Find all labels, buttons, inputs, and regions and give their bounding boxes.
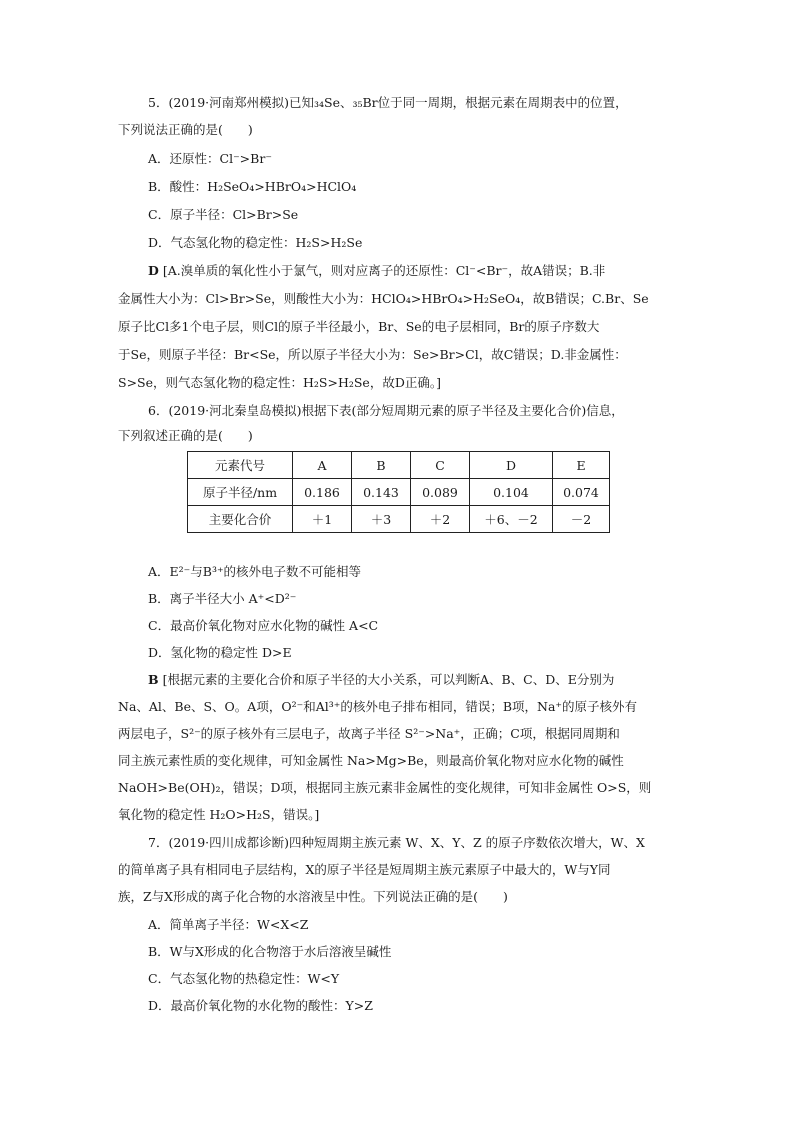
table-cell: ＋3	[352, 506, 411, 533]
q5-answer-letter: D	[148, 263, 159, 278]
q6-explanation-line4: 同主族元素性质的变化规律，可知金属性 Na>Mg>Be，则最高价氧化物对应水化物的碱性	[118, 753, 624, 768]
element-data-table	[187, 451, 610, 533]
q6-explanation-line6: 氧化物的稳定性 H₂O>H₂S，错误。]	[118, 807, 320, 822]
q7-option-a: A．简单离子半径：W<X<Z	[148, 917, 309, 932]
q7-option-d: D．最高价氧化物的水化物的酸性：Y>Z	[148, 998, 373, 1013]
q5-explanation-line5: S>Se，则气态氢化物的稳定性：H₂S>H₂Se，故D正确。]	[118, 375, 441, 390]
table-header-cell: D	[470, 452, 553, 479]
q5-option-d: D．气态氢化物的稳定性：H₂S>H₂Se	[148, 235, 363, 250]
table-header-cell: E	[553, 452, 610, 479]
q6-option-a: A．E²⁻与B³⁺的核外电子数不可能相等	[148, 564, 362, 579]
table-cell: ＋2	[411, 506, 470, 533]
table-cell: 主要化合价	[188, 506, 293, 533]
q5-stem-line1: 5．(2019·河南郑州模拟)已知₃₄Se、₃₅Br位于同一周期，根据元素在周期表中的位置，	[148, 95, 628, 110]
q6-explanation-line5: NaOH>Be(OH)₂，错误；D项，根据同主族元素非金属性的变化规律，可知非金属性 O>S，则	[118, 780, 652, 795]
q7-stem-line2: 的简单离子具有相同电子层结构，X的原子半径是短周期主族元素原子中最大的，W与Y同	[118, 862, 611, 877]
q7-option-b: B．W与X形成的化合物溶于水后溶液呈碱性	[148, 944, 392, 959]
table-cell: 0.143	[352, 479, 411, 506]
q6-option-d: D．氢化物的稳定性 D>E	[148, 645, 292, 660]
q6-stem-line2: 下列叙述正确的是( )	[118, 428, 253, 443]
table-cell: ＋6、－2	[470, 506, 553, 533]
table-header-cell: C	[411, 452, 470, 479]
q6-option-b: B．离子半径大小 A⁺<D²⁻	[148, 591, 297, 606]
q6-explanation-line2: Na、Al、Be、S、O。A项，O²⁻和Al³⁺的核外电子排布相同，错误；B项，Na⁺的原子核外有	[118, 699, 638, 714]
table-header-row	[188, 452, 610, 479]
table-header-cell: B	[352, 452, 411, 479]
q5-option-c: C．原子半径：Cl>Br>Se	[148, 207, 299, 222]
q6-answer-letter: B	[148, 672, 159, 687]
table-cell: －2	[553, 506, 610, 533]
q5-explanation-line4: 于Se，则原子半径：Br<Se，所以原子半径大小为：Se>Br>Cl，故C错误；D.非金属性：	[118, 347, 627, 362]
q5-option-a: A．还原性：Cl⁻>Br⁻	[148, 151, 272, 166]
q6-option-c: C．最高价氧化物对应水化物的碱性 A<C	[148, 618, 379, 633]
q5-stem-line2: 下列说法正确的是( )	[118, 122, 253, 137]
table-cell: 0.074	[553, 479, 610, 506]
q5-explanation-text: [A.溴单质的氧化性小于氯气，则对应离子的还原性：Cl⁻<Br⁻，故A错误；B.非	[162, 263, 606, 278]
table-header-cell: A	[293, 452, 352, 479]
q6-explanation-line1	[148, 671, 614, 689]
table-row	[188, 479, 610, 506]
q6-explanation-line3: 两层电子，S²⁻的原子核外有三层电子，故离子半径 S²⁻>Na⁺，正确；C项，根据同周期和	[118, 726, 620, 741]
table-cell: 原子半径/nm	[188, 479, 293, 506]
q5-explanation-line2: 金属性大小为：Cl>Br>Se，则酸性大小为：HClO₄>HBrO₄>H₂SeO₄，故B错误；C.Br、Se	[118, 291, 649, 306]
table-cell: ＋1	[293, 506, 352, 533]
q7-stem-line3: 族，Z与X形成的离子化合物的水溶液呈中性。下列说法正确的是( )	[118, 889, 508, 904]
q7-stem-line1: 7．(2019·四川成都诊断)四种短周期主族元素 W、X、Y、Z 的原子序数依次增大，W、X	[148, 835, 645, 850]
q6-explanation-text: [根据元素的主要化合价和原子半径的大小关系，可以判断A、B、C、D、E分别为	[162, 672, 615, 687]
table-header-cell: 元素代号	[188, 452, 293, 479]
table-cell: 0.104	[470, 479, 553, 506]
q7-option-c: C．气态氢化物的热稳定性：W<Y	[148, 971, 340, 986]
q5-explanation-line1	[148, 262, 605, 280]
table-cell: 0.089	[411, 479, 470, 506]
q6-stem-line1: 6．(2019·河北秦皇岛模拟)根据下表(部分短周期元素的原子半径及主要化合价)信息，	[148, 403, 624, 418]
q5-option-b: B．酸性：H₂SeO₄>HBrO₄>HClO₄	[148, 179, 357, 194]
table-cell: 0.186	[293, 479, 352, 506]
q5-explanation-line3: 原子比Cl多1个电子层，则Cl的原子半径最小，Br、Se的电子层相同，Br的原子序数大	[118, 319, 600, 334]
table-row	[188, 506, 610, 533]
